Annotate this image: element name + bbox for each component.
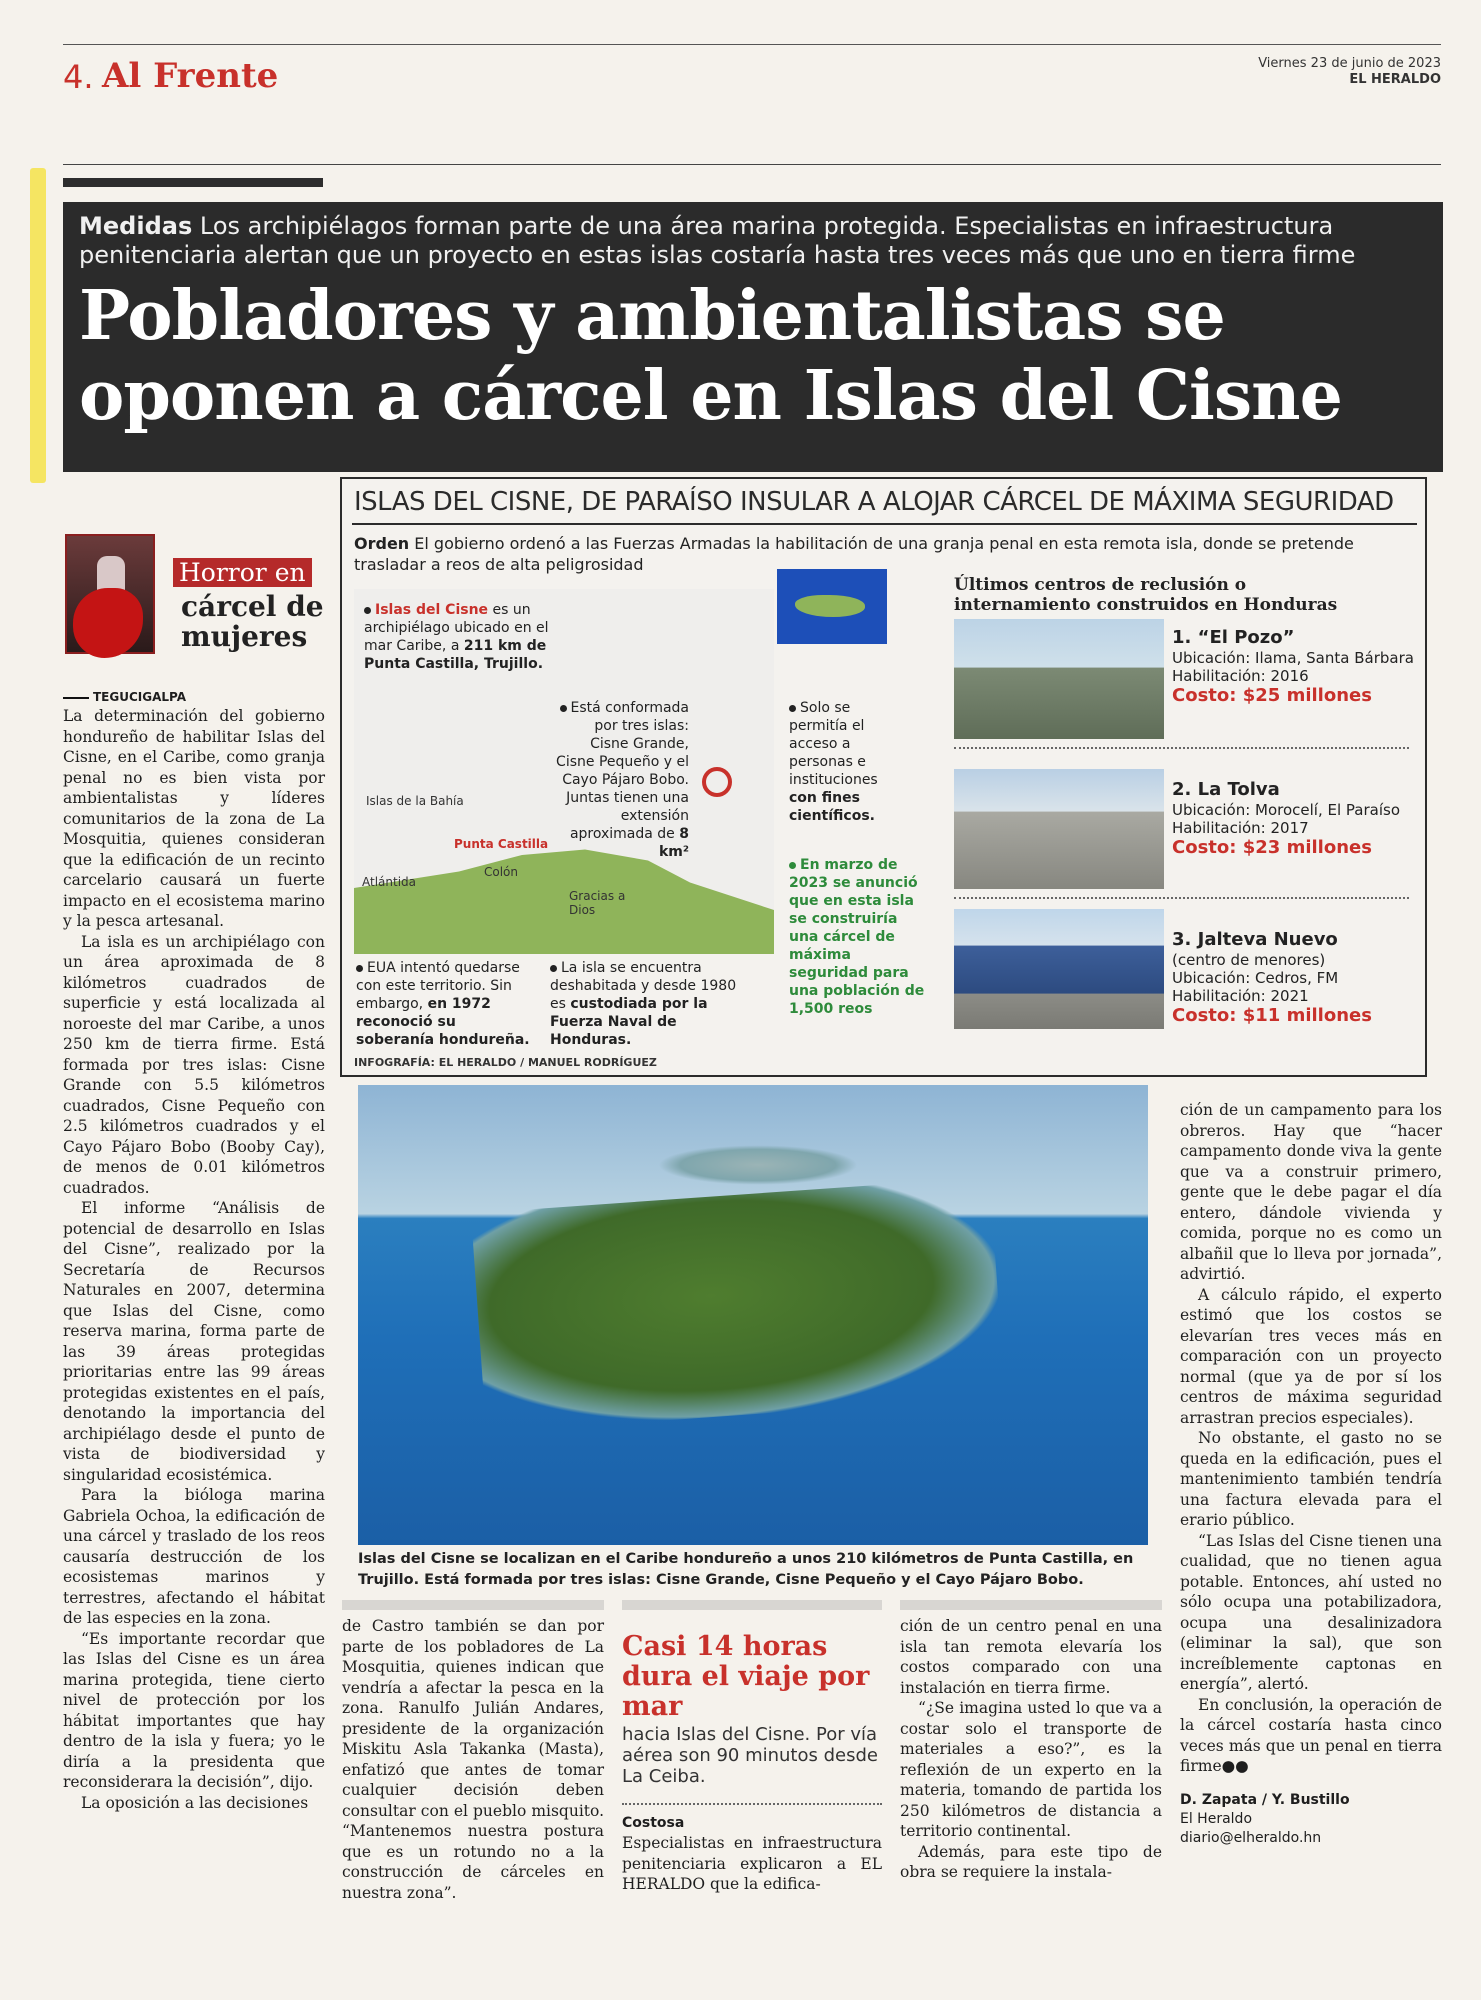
title-box [63,202,1443,472]
infographic-rule [352,523,1417,525]
bullet-dot [364,607,371,614]
byline [1180,1791,1442,1848]
bullet-location-red: Islas del Cisne [375,602,489,618]
location-target-icon [702,767,732,797]
byline-email[interactable]: diario@elheraldo.hn [1180,1829,1322,1846]
map-label-punta-castilla: Punta Castilla [454,837,549,851]
article-column-right [1180,1100,1442,1848]
related-story-line1: Horror en [173,558,312,587]
bullet-access [789,699,909,825]
paragraph: “Es importante recordar que las Islas del Cisne es un área marina protegida, tiene cierto nivel de protección por los hábitat importantes que hay dentro de la isla y fuera; yo le diría a la presidenta que reconsiderara la decisión”, dijo. [63,1629,325,1791]
infographic-title: ISLAS DEL CISNE, DE PARAÍSO INSULAR A ALOJAR CÁRCEL DE MÁXIMA SEGURIDAD [354,487,1394,517]
byline-authors: D. Zapata / Y. Bustillo [1180,1791,1350,1808]
byline-outlet: El Heraldo [1180,1810,1253,1827]
kicker-label: Medidas [79,212,193,240]
edition-info [1021,56,1441,88]
map-label-colon: Colón [484,865,519,879]
center-photo-pozo [954,619,1164,739]
centers-title: Últimos centros de reclusión o internamiento construidos en Honduras [954,575,1338,615]
map [354,589,774,954]
box-label: Costosa [622,1815,685,1831]
infographic [340,477,1427,1077]
center-year: Habilitación: 2021 [1172,987,1309,1005]
main-island-shape [471,1177,1005,1433]
map-label-atlantida: Atlántida [362,875,417,889]
kicker-text: Los archipiélagos forman parte de una área marina protegida. Especialistas en infraestructura penitenciaria alertan que un proyecto en estas islas costaría hasta tres veces más que uno en tierra firme [79,212,1356,269]
top-rule [63,44,1441,45]
sidebar-box [622,1600,882,1895]
box-text: Especialistas en infraestructura penitenciaria explicaron a EL HERALDO que la edifica- [622,1834,882,1893]
infographic-credit: INFOGRAFÍA: EL HERALDO / MANUEL RODRÍGUEZ [354,1056,657,1069]
bullet-dot [789,705,796,712]
island-inset-map [777,569,887,644]
paragraph: El informe “Análisis de potencial de desarrollo en Islas del Cisne”, realizado por la Secretaría de Recursos Naturales en 2007, determina que Islas del Cisne, como reserva marina, forma parte de las 39 áreas protegidas prioritarias entre las 99 áreas protegidas existentes en el país, denotando la importancia del archipiélago desde el punto de vista de biodiversidad y singularidad ecosistémica. [63,1199,325,1484]
article-column-4 [900,1600,1162,1883]
bullet-dot [356,965,363,972]
center-year: Habilitación: 2017 [1172,819,1309,837]
center-year: Habilitación: 2016 [1172,667,1309,685]
paragraph: La isla es un archipiélago con un área aproximada de 8 kilómetros cuadrados de superficie y está localizada al noroeste del mar Caribe, a unos 250 km de tierra firme. Está formada por tres islas: Cisne Grande con 5.5 kilómetros cuadrados, Cisne Pequeño con 2.5 kilómetros cuadrados y el Cayo Pájaro Bobo (Booby Cay), de menos de 0.01 kilómetros cuadrados. [63,932,325,1197]
map-label-gracias: Gracias a Dios [569,889,626,917]
bullet-usa-text: EUA intentó quedarse con este territorio. Sin embargo, [356,960,520,1012]
related-story-logo[interactable] [63,520,325,690]
bullet-access-bold: con fines científicos. [789,790,875,824]
bullet-islands [554,699,689,861]
headline: Pobladores y ambientalistas se oponen a cárcel en Islas del Cisne [79,276,1342,436]
column-divider [622,1600,882,1610]
center-photo-tolva [954,769,1164,889]
bullet-dot [550,965,557,972]
center-cost: Costo: $11 millones [1172,1005,1372,1026]
bullet-announcement-text: En marzo de 2023 se anunció que en esta isla se construiría una cárcel de máxima seguridad para una población de 1,500 reos [789,857,925,1017]
paragraph: “¿Se imagina usted lo que va a costar solo el transporte de materiales a eso?”, es la reflexión de un experto en la materia, tomando de partida los 250 kilómetros de distancia a territorio continental. [900,1699,1162,1840]
bullet-islands-text: Está conformada por tres islas: Cisne Grande, Cisne Pequeño y el Cayo Pájaro Bobo. Juntas tienen una extensión aproximada de [556,700,689,842]
related-story-line2: cárcel de mujeres [181,590,324,653]
photo-caption: Islas del Cisne se localizan en el Caribe hondureño a unos 210 kilómetros de Punta Castilla, en Trujillo. Está formada por tres islas: Cisne Grande, Cisne Pequeño y el Cayo Pájaro Bobo. [358,1551,1134,1588]
highlighter-mark [30,168,46,483]
dateline: TEGUCIGALPA [63,690,325,704]
box-headline: Casi 14 horas dura el viaje por mar [622,1631,870,1722]
center-location: Ubicación: Ilama, Santa Bárbara [1172,649,1414,667]
lead-text: El gobierno ordenó a las Fuerzas Armadas la habilitación de una granja penal en esta remota isla, donde se pretende trasladar a reos de alta peligrosidad [354,534,1354,574]
paragraph: ción de un centro penal en una isla tan remota elevaría los costos comparado con una instalación en tierra firme. [900,1617,1162,1697]
article-body-left [63,706,325,1813]
box-subhead: hacia Islas del Cisne. Por vía aérea son 90 minutos desde La Ceiba. [622,1724,878,1787]
center-location: Ubicación: Cedros, FM [1172,969,1339,987]
center-name: 3. Jalteva Nuevo [1172,929,1338,950]
bullet-announcement [789,856,929,1018]
article-column-2 [342,1600,604,1903]
center-location: Ubicación: Morocelí, El Paraíso [1172,801,1401,819]
center-pozo [1172,627,1414,707]
center-note: (centro de menores) [1172,951,1326,969]
paragraph: En conclusión, la operación de la cárcel costaría hasta cinco veces más que un penal en tierra firme●● [1180,1695,1442,1775]
paragraph: A cálculo rápido, el experto estimó que los costos se elevarían tres veces más en comparación con un proyecto normal (que ya de por sí los centros de máxima seguridad arrastran precios especiales). [1180,1285,1442,1427]
bullet-usa [356,959,536,1049]
bullet-dot [560,705,567,712]
column-divider [900,1600,1162,1610]
center-cost: Costo: $25 millones [1172,685,1372,706]
paper-name: EL HERALDO [1349,72,1441,87]
edition-date: Viernes 23 de junio de 2023 [1258,56,1441,71]
center-photo-jalteva [954,909,1164,1029]
bullet-uninhabited-text: La isla se encuentra deshabitada y desde 1980 es [550,960,737,1012]
page-number: 4. [63,58,94,96]
bullet-islands-bold: 8 km² [658,826,689,860]
paragraph: Además, para este tipo de obra se requiere la instala- [900,1842,1162,1881]
bullet-location-text: es un archipiélago ubicado en el mar Caribe, a [364,602,549,654]
center-jalteva [1172,929,1372,1027]
box-divider [622,1803,882,1805]
center-tolva [1172,779,1400,859]
header-rule [63,164,1441,165]
bullet-access-text: Solo se permitía el acceso a personas e instituciones [789,700,878,788]
bullet-location [364,601,554,673]
aerial-island-photo [358,1085,1148,1545]
paragraph: La determinación del gobierno hondureño de habilitar Islas del Cisne, en el Caribe, como granja penal no es bien vista por ambientalistas y líderes comunitarios de la zona de La Mosquitia, quienes consideran que la edificación de un recinto carcelario causará un fuerte impacto en el ecosistema marino y la pesca artesanal. [63,707,325,930]
bullet-usa-bold: en 1972 reconoció su soberanía hondureña. [356,996,530,1048]
map-label-bahia: Islas de la Bahía [366,794,464,808]
lead-label: Orden [354,534,410,553]
center-name: 2. La Tolva [1172,779,1280,800]
paragraph: de Castro también se dan por parte de los pobladores de La Mosquitia, quienes indican que vendría a afectar la pesca en la zona. Ranulfo Julián Andares, presidente de la organización Miskitu Asla Takanka (Masta), enfatizó que antes de tomar cualquier decisión deben consultar con el pueblo misquito. “Mantenemos nuestra postura que es un rotundo no a la construcción de cárceles en nuestra zona”. [342,1617,604,1902]
column-divider [342,1600,604,1610]
bullet-location-bold: 211 km de Punta Castilla, Trujillo. [364,638,547,672]
left-column [63,490,325,1813]
center-cost: Costo: $23 millones [1172,837,1372,858]
paragraph: No obstante, el gasto no se queda en la edificación, pues el mantenimiento también tendría una factura elevada para el erario público. [1180,1429,1442,1529]
small-island-shape [658,1145,858,1185]
bullet-uninhabited [550,959,740,1049]
accent-bar [63,178,323,187]
bullet-uninhabited-bold: custodiada por la Fuerza Naval de Honduras. [550,996,708,1048]
section-title: Al Frente [102,56,279,96]
centers-divider [954,897,1409,899]
centers-divider [954,747,1409,749]
paragraph: “Las Islas del Cisne tienen una cualidad, que no tienen agua potable. Entonces, ahí usted no sólo ocupa una potabilizadora, ocupa una desalinizadora (eliminar la sal), que son increíblemente captonas en energía”, alertó. [1180,1531,1442,1693]
paragraph: Para la bióloga marina Gabriela Ochoa, la edificación de una cárcel y traslado de los reos causaría destrucción de los ecosistemas marinos y terrestres, afectando el hábitat de las especies en la zona. [63,1486,325,1627]
paragraph: La oposición a las decisiones [81,1793,309,1812]
center-name: 1. “El Pozo” [1172,627,1295,648]
bullet-dot [789,862,796,869]
kicker [79,212,1427,270]
paragraph: ción de un campamento para los obreros. Hay que “hacer campamento donde viva la gente que va a construir primero, gente que le debe pagar el día entero, dándole vivienda y comida, porque no es como un albañil que lo lleva por jornada”, advirtió. [1180,1101,1442,1283]
